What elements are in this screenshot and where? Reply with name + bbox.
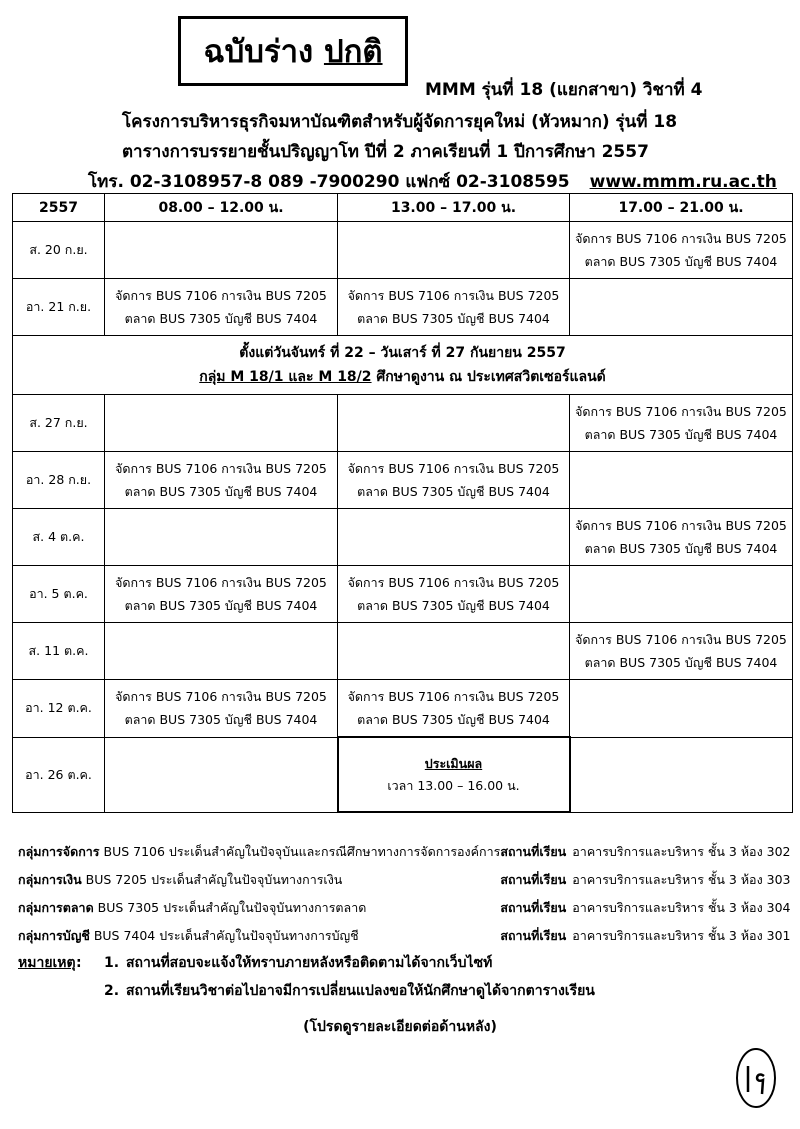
program-name-line: โครงการบริหารธุรกิจมหาบัณฑิตสำหรับผู้จัดการยุคใหม่ (หัวหมาก) รุ่นที่ 18 (122, 112, 678, 132)
remark-text: สถานที่สอบจะแจ้งให้ทราบภายหลังหรือติดตามได้จากเว็บไซท์ (126, 955, 493, 971)
course-line-1: จัดการ BUS 7106 การเงิน BUS 7205 (347, 575, 560, 590)
course-cell (570, 222, 793, 279)
group-course: BUS 7404 ประเด็นสำคัญในปัจจุบันทางการบัญชี (89, 928, 359, 943)
course-line-1: จัดการ BUS 7106 การเงิน BUS 7205 (115, 461, 327, 476)
contact-line (88, 168, 777, 195)
schedule-table (12, 193, 793, 813)
empty-cell (338, 509, 570, 566)
afternoon-header: 13.00 – 17.00 น. (338, 194, 570, 222)
schedule-title-line: ตารางการบรรยายชั้นปริญญาโท ปีที่ 2 ภาคเรียนที่ 1 ปีการศึกษา 2557 (122, 142, 649, 162)
table-row (13, 279, 793, 336)
course-line-2: ตลาด BUS 7305 บัญชี BUS 7404 (124, 311, 318, 326)
see-reverse-note: (โปรดดูรายละเอียดต่อด้านหลัง) (303, 1019, 497, 1035)
place-value: อาคารบริการและบริหาร ชั้น 3 ห้อง 302 (572, 844, 791, 859)
morning-header: 08.00 – 12.00 น. (105, 194, 338, 222)
course-line-2: ตลาด BUS 7305 บัญชี BUS 7404 (357, 712, 550, 727)
place-value: อาคารบริการและบริหาร ชั้น 3 ห้อง 304 (572, 900, 791, 915)
notice-groups: กลุ่ม M 18/1 และ M 18/2 (199, 369, 372, 385)
group-course: BUS 7205 ประเด็นสำคัญในปัจจุบันทางการเงิน (81, 872, 343, 887)
stamp-emphasis: ปกติ (323, 34, 383, 70)
empty-cell (105, 222, 338, 279)
course-line-2: ตลาด BUS 7305 บัญชี BUS 7404 (124, 712, 318, 728)
place-label: สถานที่เรียน (500, 872, 567, 887)
evaluation-title: ประเมินผล (424, 755, 483, 771)
course-line-2: ตลาด BUS 7305 บัญชี BUS 7404 (357, 598, 550, 613)
list-item (18, 838, 794, 866)
empty-cell (105, 623, 338, 680)
course-groups-list (18, 838, 794, 950)
course-line-2: ตลาด BUS 7305 บัญชี BUS 7404 (584, 254, 778, 269)
course-line-1: จัดการ BUS 7106 การเงิน BUS 7205 (115, 575, 327, 590)
table-row (13, 680, 793, 738)
course-line-2: ตลาด BUS 7305 บัญชี BUS 7404 (584, 427, 778, 442)
evaluation-cell (338, 737, 570, 812)
group-name: กลุ่มการจัดการ (18, 844, 100, 859)
table-row (13, 623, 793, 680)
program-code-line: MMM รุ่นที่ 18 (แยกสาขา) วิชาที่ 4 (425, 80, 703, 100)
empty-cell (570, 680, 793, 738)
table-row (13, 509, 793, 566)
place-label: สถานที่เรียน (500, 844, 567, 859)
empty-cell (105, 395, 338, 452)
course-cell (105, 680, 338, 738)
table-row (13, 452, 793, 509)
empty-cell (338, 395, 570, 452)
remarks-label: หมายเหตุ (18, 955, 76, 971)
course-line-2: ตลาด BUS 7305 บัญชี BUS 7404 (357, 311, 550, 326)
notice-dates: ตั้งแต่วันจันทร์ ที่ 22 – วันเสาร์ ที่ 27 กันยายน 2557 (239, 345, 566, 361)
empty-cell (570, 279, 793, 336)
day-cell: ส. 4 ต.ค. (13, 509, 105, 566)
day-cell: ส. 11 ต.ค. (13, 623, 105, 680)
day-cell: ส. 27 ก.ย. (13, 395, 105, 452)
group-name: กลุ่มการตลาด (18, 900, 94, 915)
course-cell (570, 509, 793, 566)
day-cell: อา. 26 ต.ค. (13, 737, 105, 812)
empty-cell (105, 737, 338, 812)
remark-number: 2. (104, 983, 120, 999)
course-line-1: จัดการ BUS 7106 การเงิน BUS 7205 (575, 632, 787, 647)
place-label: สถานที่เรียน (500, 900, 567, 915)
empty-cell (338, 222, 570, 279)
list-item (18, 866, 794, 894)
course-line-1: จัดการ BUS 7106 การเงิน BUS 7205 (575, 518, 787, 533)
table-header-row (13, 194, 793, 222)
day-cell: ส. 20 ก.ย. (13, 222, 105, 279)
day-cell: อา. 5 ต.ค. (13, 566, 105, 623)
empty-cell (570, 566, 793, 623)
course-line-1: จัดการ BUS 7106 การเงิน BUS 7205 (347, 461, 560, 476)
table-row (13, 222, 793, 279)
course-line-1: จัดการ BUS 7106 การเงิน BUS 7205 (575, 404, 787, 419)
course-line-2: ตลาด BUS 7305 บัญชี BUS 7404 (584, 541, 778, 556)
handwritten-page-number (734, 1046, 778, 1110)
course-cell (338, 279, 570, 336)
course-line-2: ตลาด BUS 7305 บัญชี BUS 7404 (124, 598, 318, 613)
draft-stamp-box (178, 16, 408, 86)
empty-cell (105, 509, 338, 566)
contact-phones: โทร. 02-3108957-8 089 -7900290 แฟกซ์ 02-3108595 (88, 172, 570, 192)
course-line-2: ตลาด BUS 7305 บัญชี BUS 7404 (357, 484, 550, 499)
course-cell (338, 452, 570, 509)
empty-cell (570, 452, 793, 509)
course-line-1: จัดการ BUS 7106 การเงิน BUS 7205 (115, 288, 327, 303)
study-trip-notice (13, 336, 793, 395)
evaluation-time: เวลา 13.00 – 16.00 น. (387, 777, 520, 793)
course-cell (338, 680, 570, 738)
website-link[interactable]: www.mmm.ru.ac.th (589, 172, 777, 192)
course-cell (570, 395, 793, 452)
study-trip-notice-row (13, 336, 793, 395)
year-header: 2557 (13, 194, 105, 222)
empty-cell (570, 737, 793, 812)
remarks-section (18, 952, 595, 1008)
place-value: อาคารบริการและบริหาร ชั้น 3 ห้อง 303 (572, 872, 791, 887)
course-cell (105, 452, 338, 509)
day-cell: อา. 28 ก.ย. (13, 452, 105, 509)
course-line-2: ตลาด BUS 7305 บัญชี BUS 7404 (584, 655, 778, 670)
empty-cell (338, 623, 570, 680)
group-course: BUS 7305 ประเด็นสำคัญในปัจจุบันทางการตลาด (93, 900, 367, 915)
course-line-1: จัดการ BUS 7106 การเงิน BUS 7205 (347, 689, 560, 704)
table-row (13, 566, 793, 623)
list-item (18, 922, 794, 950)
course-cell (105, 566, 338, 623)
course-cell (338, 566, 570, 623)
remarks-colon: : (76, 955, 82, 971)
day-cell: อา. 21 ก.ย. (13, 279, 105, 336)
place-value: อาคารบริการและบริหาร ชั้น 3 ห้อง 301 (572, 928, 791, 943)
table-row (13, 737, 793, 812)
course-line-1: จัดการ BUS 7106 การเงิน BUS 7205 (115, 689, 327, 705)
place-label: สถานที่เรียน (500, 928, 567, 943)
course-line-1: จัดการ BUS 7106 การเงิน BUS 7205 (575, 231, 787, 246)
day-cell: อา. 12 ต.ค. (13, 680, 105, 738)
stamp-prefix: ฉบับร่าง (203, 34, 314, 70)
notice-destination: ศึกษาดูงาน ณ ประเทศสวิตเซอร์แลนด์ (371, 369, 606, 385)
group-name: กลุ่มการบัญชี (18, 928, 90, 943)
course-cell (105, 279, 338, 336)
list-item (18, 894, 794, 922)
group-name: กลุ่มการเงิน (18, 872, 82, 887)
remark-text: สถานที่เรียนวิชาต่อไปอาจมีการเปลี่ยนแปลงขอให้นักศึกษาดูได้จากตารางเรียน (126, 983, 595, 999)
course-cell (570, 623, 793, 680)
remark-number: 1. (104, 955, 120, 971)
table-row (13, 395, 793, 452)
evening-header: 17.00 – 21.00 น. (570, 194, 793, 222)
group-course: BUS 7106 ประเด็นสำคัญในปัจจุบันและกรณีศึกษาทางการจัดการองค์การ (99, 844, 501, 859)
course-line-2: ตลาด BUS 7305 บัญชี BUS 7404 (124, 484, 318, 499)
course-line-1: จัดการ BUS 7106 การเงิน BUS 7205 (347, 288, 560, 303)
